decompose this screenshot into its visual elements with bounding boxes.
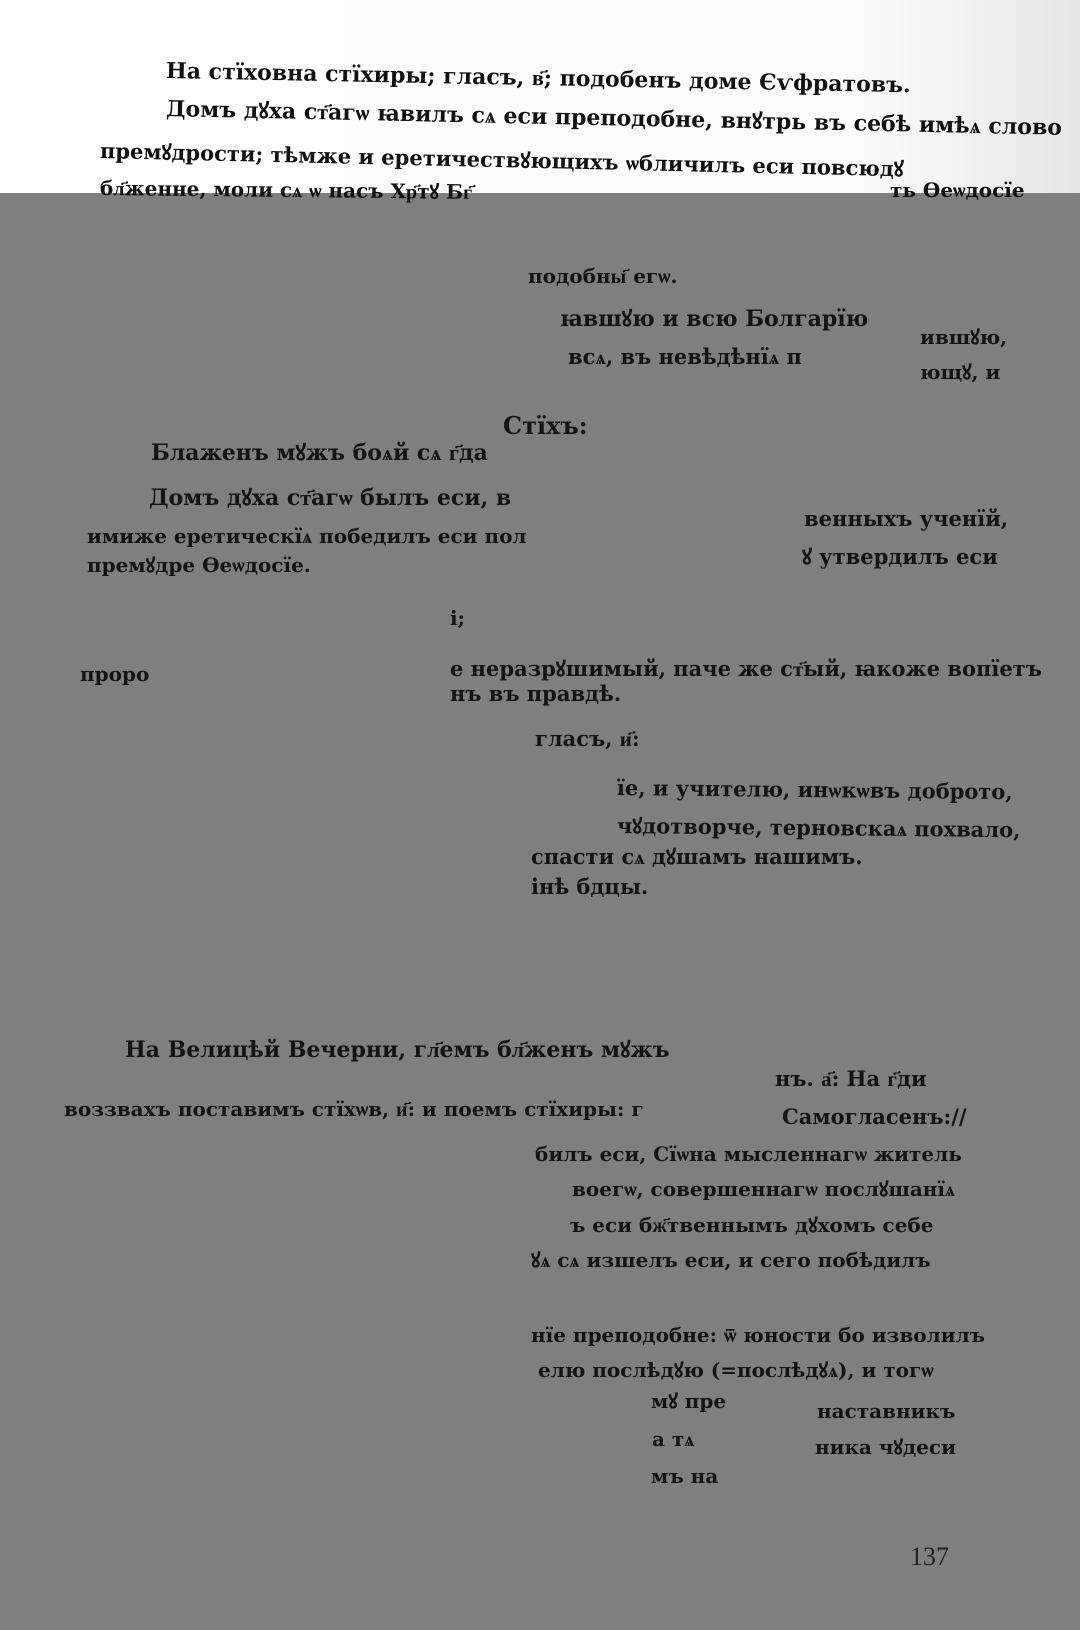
stichera-line-3: премꙋдрости; тѣмже и еретичествꙋющихъ ѡбличилъ еси повсюдꙋ [99,138,904,182]
izshel-line: ꙋѧ сѧ изшелъ еси, и сего побѣдилъ [531,1248,931,1272]
a-ta-fragment: а тѧ [652,1427,695,1451]
podobny-line: подобны҃ егѡ. [528,264,678,288]
utverdil-fragment: ꙋ утвердилъ еси [802,544,998,569]
imizhe-line: имиже еретическїѧ победилъ еси пол [87,524,527,548]
ine-bdcy-line: інѣ бдцы. [531,874,649,899]
stichera-heading: На стїховна стїхиры; гласъ, в҃; подобенъ доме Єѵфратовъ. [165,58,911,99]
mu-pre-fragment: мꙋ пре [651,1389,727,1413]
nika-chudesi-fragment: ника чꙋдеси [815,1435,956,1459]
bozhestvennym-line: ъ еси бж҃твеннымъ дꙋхомъ себе [570,1213,934,1237]
stichera-line-4b: ть Ѳеѡдосїе [890,178,1025,202]
glas-8-line: гласъ, и҃: [535,726,640,751]
spasti-line: спасти сѧ дꙋшамъ нашимъ. [531,844,863,869]
glas-1-fragment: нъ. а҃: На г҃ди [775,1066,927,1091]
nerazrushimy-line: е неразрꙋшимый, паче же ст҃ый, ꙗкоже вопїетъ [450,656,1042,681]
sion-line: билъ еси, Сїѡна мысленнагѡ житель [535,1142,962,1166]
velikiy-vecherni-line: На Велицѣй Вечерни, гл҃емъ бл҃женъ мꙋжъ [125,1037,670,1063]
premudre-line: премꙋдре Ѳеѡдосїе. [87,553,311,577]
samoglasen-fragment: Самогласенъ:// [782,1104,967,1129]
stikh-label: Стїхъ: [503,411,588,440]
stichera-line-2: Домъ дꙋха ст҃агѡ ꙗвилъ сѧ еси преподобне, внꙋтрь въ себѣ имѣѧ слово [165,96,1063,141]
bolgaria-line: ꙗвшꙋю и всю Болгарїю [560,306,869,332]
ivshuyu-fragment: ившꙋю, [920,325,1008,349]
posledyu-line: елю послѣдꙋю (=послѣдꙋѧ), и тогѡ [538,1358,934,1382]
proro-fragment: проро [80,662,150,686]
nevedeniya-line: всѧ, въ невѣдѣнїѧ п [568,344,802,369]
m-na-fragment: мъ на [651,1464,719,1488]
v-pravde-line: нъ въ правдѣ. [450,681,622,706]
blazhen-verse: Блаженъ мꙋжъ боѧй сѧ г҃да [151,440,488,466]
yushchu-fragment: ющꙋ, и [920,360,1001,384]
stichera-line-4a: бл҃женне, моли сѧ ѡ насъ Хр҃тꙋ Бг҃ [99,176,473,204]
yunosti-line: нїе преподобне: ѿ юности бо изволилъ [531,1323,986,1347]
vozzvakh-line: воззвахъ поставимъ стїхѡв, и҃: и поемъ стїхиры: г [64,1097,644,1121]
chudotvorche-line: чꙋдотворче, терновскаѧ похвало, [616,813,1021,843]
vennykh-fragment: венныхъ ученїй, [804,506,1009,531]
page-number: 137 [910,1542,949,1571]
poslushanie-line: воегѡ, совершеннагѡ послꙋшанїѧ [572,1177,956,1201]
uchitelyu-line: їе, и учителю, инѡкѡвъ доброто, [616,775,1013,805]
nastavnik-fragment: наставникъ [817,1399,956,1423]
semicolon-fragment: і; [450,606,465,630]
dom-line: Домъ дꙋха ст҃агѡ былъ еси, в [149,485,512,511]
